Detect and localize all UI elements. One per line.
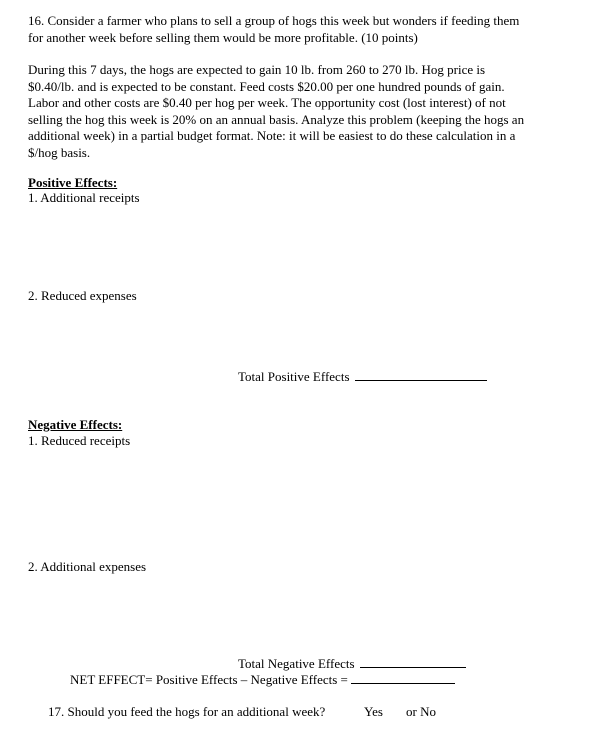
answer-or-no[interactable]: or No — [406, 704, 436, 719]
scenario-line: Labor and other costs are $0.40 per hog per week. The opportunity cost (lost interest) of not — [28, 95, 506, 110]
total-positive-effects-label: Total Positive Effects — [238, 369, 350, 384]
total-negative-effects-row — [238, 655, 466, 673]
question-16-line: 16. Consider a farmer who plans to sell a group of hogs this week but wonders if feeding them — [28, 13, 520, 28]
positive-effects-heading: Positive Effects: — [28, 175, 118, 190]
net-effect-row — [70, 671, 455, 689]
total-negative-blank[interactable] — [360, 655, 466, 668]
scenario-line: additional week) in a partial budget format. Note: it will be easiest to do these calculation in a — [28, 128, 516, 143]
negative-item-additional-expenses: 2. Additional expenses — [28, 559, 147, 574]
positive-item-reduced-expenses: 2. Reduced expenses — [28, 288, 137, 303]
question-17: 17. Should you feed the hogs for an additional week? — [48, 704, 326, 719]
question-16-line: for another week before selling them would be more profitable. (10 points) — [28, 29, 418, 45]
question-16 — [28, 13, 578, 46]
negative-effects-heading: Negative Effects: — [28, 417, 123, 432]
total-positive-effects-row — [238, 368, 487, 386]
positive-item-additional-receipts: 1. Additional receipts — [28, 190, 140, 205]
answer-yes[interactable]: Yes — [364, 704, 383, 719]
negative-item-reduced-receipts: 1. Reduced receipts — [28, 433, 131, 448]
net-effect-blank[interactable] — [351, 671, 455, 684]
net-effect-label: NET EFFECT= Positive Effects – Negative Effects = — [70, 672, 348, 687]
scenario-line: $0.40/lb. and is expected to be constant. Feed costs $20.00 per one hundred pounds of gain. — [28, 78, 505, 94]
total-negative-effects-label: Total Negative Effects — [238, 656, 355, 671]
scenario-line: $/hog basis. — [28, 144, 91, 160]
scenario-line: selling the hog this week is 20% on an annual basis. Analyze this problem (keeping the hogs an — [28, 111, 525, 127]
scenario-line: During this 7 days, the hogs are expected to gain 10 lb. from 260 to 270 lb. Hog price is — [28, 62, 486, 77]
scenario-paragraph — [28, 62, 578, 161]
total-positive-blank[interactable] — [355, 368, 487, 381]
